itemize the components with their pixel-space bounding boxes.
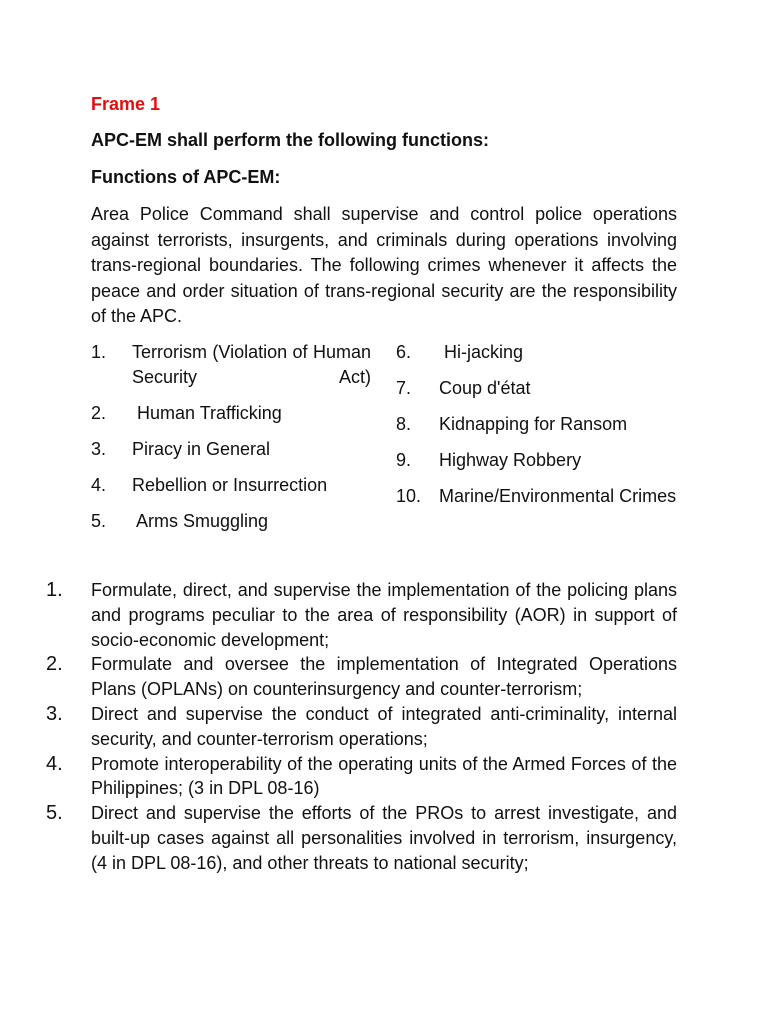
functions-of-heading: Functions of APC-EM: xyxy=(91,167,281,187)
crime-text: Arms Smuggling xyxy=(132,511,269,531)
function-text: Formulate, direct, and supervise the implementation of the policing plans and programs peculiar to the area of responsibility (AOR) in support of socio-economic development; xyxy=(91,580,677,650)
crime-number: 10. xyxy=(396,486,422,506)
function-text: Formulate and oversee the implementation of Integrated Operations Plans (OPLANs) on counterinsurgency and counter-terrorism; xyxy=(91,654,677,700)
crime-text: Piracy in General xyxy=(132,439,271,459)
crime-item xyxy=(91,473,371,498)
crime-item xyxy=(396,412,686,437)
crime-text: Terrorism (Violation of Human Security Act) xyxy=(132,342,371,387)
frame-label: Frame 1 xyxy=(91,94,161,114)
crime-number: 2. xyxy=(91,403,107,423)
function-item xyxy=(46,578,677,652)
function-item xyxy=(46,752,677,802)
crime-item xyxy=(91,437,371,462)
crimes-list-right xyxy=(396,340,686,520)
function-text: Direct and supervise the conduct of integrated anti-criminality, internal security, and counter-terrorism operations; xyxy=(91,703,677,749)
crime-number: 5. xyxy=(91,511,107,531)
crimes-list-left xyxy=(91,340,371,545)
crime-item xyxy=(396,448,686,473)
crime-number: 7. xyxy=(396,378,412,398)
crime-item xyxy=(396,376,686,401)
crime-item xyxy=(396,340,686,365)
crime-text: Kidnapping for Ransom xyxy=(439,414,628,434)
crime-number: 8. xyxy=(396,414,412,434)
function-number: 4. xyxy=(46,752,63,775)
crime-number: 9. xyxy=(396,450,412,470)
crime-number: 4. xyxy=(91,475,107,495)
crime-text: Rebellion or Insurrection xyxy=(132,475,328,495)
crime-item xyxy=(91,401,371,426)
crime-item xyxy=(396,484,686,509)
function-number: 1. xyxy=(46,579,63,601)
function-item xyxy=(46,702,677,752)
crime-text: Marine/Environmental Crimes xyxy=(439,486,677,506)
crime-number: 6. xyxy=(396,342,412,362)
functions-list xyxy=(46,578,677,876)
crime-item xyxy=(91,340,371,390)
intro-paragraph: Area Police Command shall supervise and control police operations against terrorists, insurgents, and criminals during operations involving trans-regional boundaries. The following crimes whenever it affects the peace and order situation of trans-regional security are the responsibility of the APC. xyxy=(91,204,677,326)
function-number: 5. xyxy=(46,802,63,825)
function-number: 3. xyxy=(46,702,63,725)
function-text: Direct and supervise the efforts of the PROs to arrest investigate, and built-up cases against all personalities involved in terrorism, insurgency, (4 in DPL 08-16), and other threats to national security; xyxy=(91,803,677,873)
function-item xyxy=(46,801,677,875)
function-number: 2. xyxy=(46,653,63,676)
function-item xyxy=(46,652,677,702)
functions-heading: APC-EM shall perform the following functions: xyxy=(91,130,489,150)
crime-text: Highway Robbery xyxy=(439,450,582,470)
crime-item xyxy=(91,509,371,534)
function-text: Promote interoperability of the operating units of the Armed Forces of the Philippines; (3 in DPL 08-16) xyxy=(91,753,677,799)
crime-text: Coup d'état xyxy=(439,378,531,398)
crime-number: 3. xyxy=(91,439,107,459)
crime-text: Human Trafficking xyxy=(132,403,282,423)
crime-number: 1. xyxy=(91,342,107,362)
crime-text: Hi-jacking xyxy=(439,342,524,362)
